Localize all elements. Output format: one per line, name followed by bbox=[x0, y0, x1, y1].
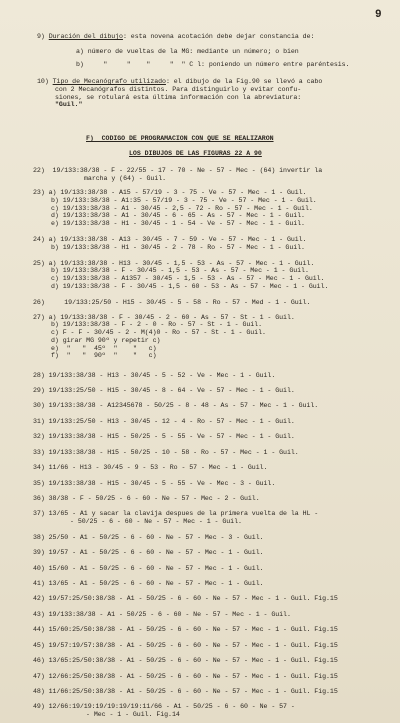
text-line: d) 19/133:38/38 - F - 30/45 - 1,5 - 60 - 53 - As - 57 - Mec - 1 - Guil. bbox=[51, 283, 329, 290]
text-line: 43) 19/133:38/38 - A1 - 50/25 - 6 - 60 - Ne - 57 - Mec - 1 - Guil. bbox=[33, 611, 291, 618]
text-line: 41) 13/65 - A1 - 50/25 - 6 - 60 - Ne - 57 - Mec - 1 - Guil. bbox=[33, 580, 264, 587]
text-line: 38) 25/50 - A1 - 50/25 - 6 - 60 - Ne - 57 - Mec - 3 - Guil. bbox=[33, 534, 264, 541]
text-line: 33) 19/133:38/38 - H15 - 50/25 - 10 - 58 - Ro - 57 - Mec - 1 - Guil. bbox=[33, 449, 299, 456]
text-line: 35) 19/133:38/38 - H15 - 30/45 - 5 - 55 - Ve - Mec - 3 - Guil. bbox=[33, 480, 276, 487]
text-line: 48) 11/66:25/50:38/38 - A1 - 50/25 - 6 - 60 - Ne - 57 - Mec - 1 - Guil. Fig.15 bbox=[33, 688, 338, 695]
text-line: 45) 19/57:19/57:38/38 - A1 - 50/25 - 6 - 60 - Ne - 57 - Mec - 1 - Guil. Fig.15 bbox=[33, 642, 338, 649]
text-line: b) 19/133:38/38 - F - 2 - 0 - Ro - 57 - St - 1 - Guil. bbox=[51, 321, 262, 328]
text-line: 42) 19/57:25/50:38/38 - A1 - 50/25 - 6 - 60 - Ne - 57 - Mec - 1 - Guil. Fig.15 bbox=[33, 595, 338, 602]
text-line: 49) 12/66:19/19:19/19:19/19:11/66 - A1 - 50/25 - 6 - 60 - Ne - 57 - bbox=[33, 703, 295, 710]
text-line: c) 19/133:38/38 - A1 - 30/45 - 2,5 - 72 - Ro - 57 - Mec - 1 - Guil. bbox=[51, 205, 313, 212]
text-line: b) 19/133:38/38 - F - 30/45 - 1,5 - 53 - As - 57 - Mec - 1 - Guil. bbox=[51, 267, 309, 274]
text-line: 47) 12/66:25/50:38/38 - A1 - 50/25 - 6 - 60 - Ne - 57 - Mec - 1 - Guil. Fig.15 bbox=[33, 673, 338, 680]
text-line: 10) Tipo de Mecanógrafo utilizado: el dibujo de la Fig.90 se llevó a cabo bbox=[37, 78, 323, 85]
text-line: 25) a) 19/133:38/38 - H13 - 30/45 - 1,5 - 53 - As - 57 - Mec - 1 - Guil. bbox=[33, 260, 315, 267]
text-line: 40) 15/60 - A1 - 50/25 - 6 - 60 - Ne - 57 - Mec - 1 - Guil. bbox=[33, 565, 264, 572]
text-line: 30) 19/133:38/38 - A12345678 - 50/25 - 8 - 48 - As - 57 - Mec - 1 - Guil. bbox=[33, 402, 319, 409]
text-line: 27) a) 19/133:38/38 - F - 30/45 - 2 - 60 - As - 57 - St - 1 - Guil. bbox=[33, 314, 295, 321]
text-line: 36) 38/38 - F - 50/25 - 6 - 60 - Ne - 57 - Mec - 2 - Guil. bbox=[33, 495, 260, 502]
text-line: f) " " 90º " " c) bbox=[51, 352, 157, 359]
text-line: 31) 19/133:25/50 - H13 - 30/45 - 12 - 4 - Ro - 57 - Mec - 1 - Guil. bbox=[33, 418, 295, 425]
text-line: 22) 19/133:38/38 - F - 22/55 - 17 - 70 - Ne - 57 - Mec - (64) invertir la bbox=[33, 167, 323, 174]
text-line: con 2 Mecanógrafos distintos. Para distinguirlo y evitar confu- bbox=[55, 86, 302, 93]
text-line: 39) 19/57 - A1 - 50/25 - 6 - 60 - Ne - 57 - Mec - 1 - Guil. bbox=[33, 549, 264, 556]
text-line: d) 19/133:38/38 - A1 - 30/45 - 6 - 65 - As - 57 - Mec - 1 - Guil. bbox=[51, 212, 305, 219]
text-line: 46) 13/65:25/50:38/38 - A1 - 50/25 - 6 - 60 - Ne - 57 - Mec - 1 - Guil. Fig.15 bbox=[33, 657, 338, 664]
text-line: b) 19/133:38/38 - A1:35 - 57/19 - 3 - 75 - Ve - 57 - Mec - 1 - Guil. bbox=[51, 197, 317, 204]
text-line: b) " " " " " C l: poniendo un número entre paréntesis. bbox=[76, 61, 350, 68]
text-line: b) 19/133:38/38 - H1 - 30/45 - 2 - 78 - Ro - 57 - Mec - 1 - Guil. bbox=[51, 244, 305, 251]
text-line: siones, se rotulará esta última información con la abreviatura: bbox=[55, 94, 302, 101]
text-line: 24) a) 19/133:38/38 - A13 - 30/45 - 7 - 59 - Ve - 57 - Mec - 1 - Guil. bbox=[33, 236, 307, 243]
text-line: 44) 15/60:25/50:38/38 - A1 - 50/25 - 6 - 60 - Ne - 57 - Mec - 1 - Guil. Fig.15 bbox=[33, 626, 338, 633]
text-line: c) 19/133:38/38 - A1357 - 30/45 - 1,5 - 53 - As - 57 - Mec - 1 - Guil. bbox=[51, 275, 325, 282]
text-line: 37) 13/65 - A1 y sacar la clavija despues de la primera vuelta de la HL - bbox=[33, 510, 319, 517]
text-line: a) número de vueltas de la MG: mediante un número; o bien bbox=[76, 48, 299, 55]
text-line: e) " " 45º " " c) bbox=[51, 345, 157, 352]
text-line: F) CODIGO DE PROGRAMACION CON QUE SE REALIZARON bbox=[86, 135, 274, 142]
text-line: "Guil." bbox=[55, 101, 83, 108]
text-line: 34) 11/66 - H13 - 30/45 - 9 - 53 - Ro - 57 - Mec - 1 - Guil. bbox=[33, 464, 268, 471]
text-line: 26) 19/133:25/50 - H15 - 30/45 - 5 - 58 - Ro - 57 - Med - 1 - Guil. bbox=[33, 299, 311, 306]
text-line: - 50/25 - 6 - 60 - Ne - 57 - Mec - 1 - Guil. bbox=[70, 518, 242, 525]
text-line: - Mec - 1 - Guil. Fig.14 bbox=[86, 711, 180, 718]
text-line: d) girar MG 90º y repetir c) bbox=[51, 337, 161, 344]
page-number: 9 bbox=[375, 9, 382, 21]
text-line: e) 19/133:38/38 - H1 - 30/45 - 1 - 54 - Ve - 57 - Mec - 1 - Guil. bbox=[51, 220, 305, 227]
text-line: 28) 19/133:38/38 - H13 - 30/45 - 5 - 52 - Ve - Mec - 1 - Guil. bbox=[33, 372, 276, 379]
text-line: 9) Duración del dibujo: esta novena acotación debe dejar constancia de: bbox=[37, 33, 315, 40]
text-line: 23) a) 19/133:38/38 - A15 - 57/19 - 3 - 75 - Ve - 57 - Mec - 1 - Guil. bbox=[33, 189, 307, 196]
text-line: 29) 19/133:25/50 - H15 - 30/45 - 8 - 64 - Ve - 57 - Mec - 1 - Guil. bbox=[33, 387, 295, 394]
text-line: LOS DIBUJOS DE LAS FIGURAS 22 A 90 bbox=[129, 150, 262, 157]
text-line: 32) 19/133:38/38 - H15 - 50/25 - 5 - 55 - Ve - 57 - Mec - 1 - Guil. bbox=[33, 433, 295, 440]
text-line: c) F - F - 30/45 - 2 - M(4)0 - Ro - 57 - St - 1 - Guil. bbox=[51, 329, 266, 336]
text-line: marcha y (64) - Guil. bbox=[84, 175, 167, 182]
